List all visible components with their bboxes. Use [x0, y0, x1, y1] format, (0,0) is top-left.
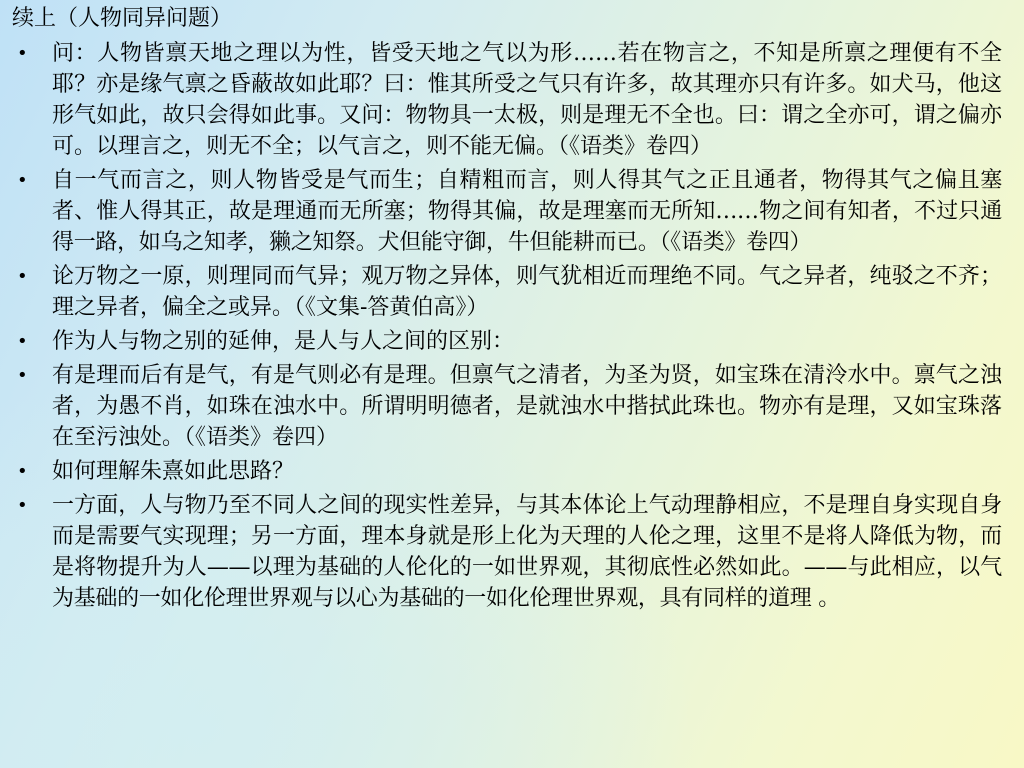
bullet-item [12, 38, 1002, 162]
bullet-text: 作为人与物之别的延伸，是人与人之间的区别： [52, 329, 515, 354]
bullet-dot-icon: • [17, 266, 28, 287]
bullet-text: 论万物之一原，则理同而气异；观万物之异体，则气犹相近而理绝不同。气之异者，纯驳之不齐；理之异者，偏全之或异。（《文集-答黄伯高》） [52, 264, 1002, 320]
bullet-dot-icon: • [17, 331, 28, 352]
bullet-dot-icon: • [17, 365, 28, 386]
bullet-item [12, 490, 1002, 614]
bullet-item [12, 326, 1002, 357]
bullet-dot-icon: • [17, 170, 28, 191]
bullet-item [12, 165, 1002, 258]
bullet-text: 问：人物皆禀天地之理以为性，皆受天地之气以为形……若在物言之，不知是所禀之理便有不全耶？亦是缘气禀之昏蔽故如此耶？曰：惟其所受之气只有许多，故其理亦只有许多。如犬马，他这形气如此，故只会得如此事。又问：物物具一太极，则是理无不全也。曰：谓之全亦可，谓之偏亦可。以理言之，则无不全；以气言之，则不能无偏。（《语类》卷四） [52, 41, 1002, 159]
slide-title: 续上（人物同异问题） [12, 6, 233, 31]
bullet-text: 一方面，人与物乃至不同人之间的现实性差异，与其本体论上气动理静相应，不是理自身实现自身而是需要气实现理；另一方面，理本身就是形上化为天理的人伦之理，这里不是将人降低为物，而是将物提升为人——以理为基础的人伦化的一如世界观，其彻底性必然如此。——与此相应，以气为基础的一如化伦理世界观与以心为基础的一如化伦理世界观，具有同样的道理 。 [52, 493, 1002, 611]
bullet-dot-icon: • [17, 461, 28, 482]
bullet-item [12, 261, 1002, 323]
bullet-text: 有是理而后有是气，有是气则必有是理。但禀气之清者，为圣为贤，如宝珠在清泠水中。禀气之浊者，为愚不肖，如珠在浊水中。所谓明明德者，是就浊水中揩拭此珠也。物亦有是理，又如宝珠落在至污浊处。（《语类》卷四） [52, 363, 1002, 450]
bullet-item [12, 360, 1002, 453]
bullet-text: 如何理解朱熹如此思路？ [52, 459, 295, 484]
bullet-item [12, 456, 1002, 487]
bullet-dot-icon: • [17, 495, 28, 516]
bullet-dot-icon: • [17, 43, 28, 64]
bullet-list [12, 38, 1002, 614]
bullet-text: 自一气而言之，则人物皆受是气而生；自精粗而言，则人得其气之正且通者，物得其气之偏且塞者、惟人得其正，故是理通而无所塞；物得其偏，故是理塞而无所知……物之间有知者，不过只通得一路，如乌之知孝，獭之知祭。犬但能守御，牛但能耕而已。（《语类》卷四） [52, 168, 1002, 255]
